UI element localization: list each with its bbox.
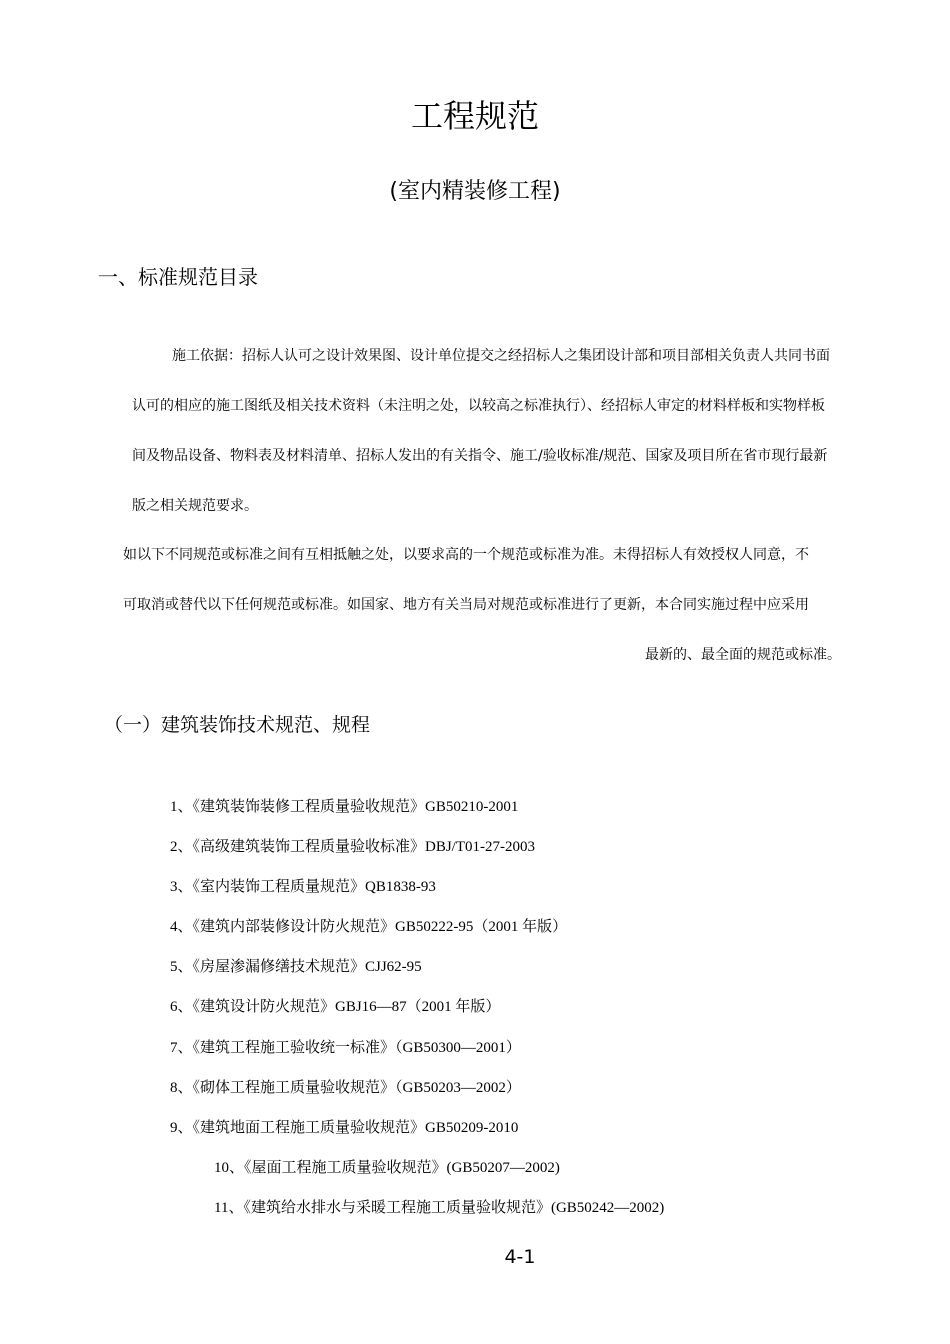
document-subtitle: (室内精装修工程)	[389, 179, 561, 204]
paragraph-line: 施工依据：招标人认可之设计效果图、设计单位提交之经招标人之集团设计部和项目部相关负责人共同书面	[172, 348, 830, 364]
list-item: 3、《室内装饰工程质量规范》QB1838-93	[170, 879, 436, 895]
section-heading: 一、标准规范目录	[98, 265, 258, 289]
list-item: 5、《房屋渗漏修缮技术规范》CJJ62-95	[170, 959, 422, 975]
paragraph-line: 间及物品设备、物料表及材料清单、招标人发出的有关指令、施工/验收标准/规范、国家及项目所在省市现行最新	[132, 448, 828, 464]
paragraph-line: 认可的相应的施工图纸及相关技术资料（未注明之处，以较高之标准执行）、经招标人审定的材料样板和实物样板	[132, 398, 825, 414]
subsection-heading: （一）建筑装饰技术规范、规程	[104, 714, 371, 736]
list-item: 8、《砌体工程施工质量验收规范》（GB50203—2002）	[170, 1080, 521, 1096]
list-item: 2、《高级建筑装饰工程质量验收标准》DBJ/T01-27-2003	[170, 839, 535, 855]
paragraph-line: 可取消或替代以下任何规范或标准。如国家、地方有关当局对规范或标准进行了更新，本合同实施过程中应采用	[123, 597, 809, 613]
page-number: 4-1	[504, 1246, 536, 1268]
document-title: 工程规范	[410, 97, 539, 135]
paragraph-line: 版之相关规范要求。	[132, 498, 258, 514]
list-item: 4、《建筑内部装修设计防火规范》GB50222-95（2001 年版）	[170, 919, 568, 935]
list-item: 7、《建筑工程施工验收统一标准》（GB50300—2001）	[170, 1040, 521, 1056]
list-item: 10、《屋面工程施工质量验收规范》(GB50207—2002)	[214, 1160, 560, 1176]
list-item: 6、《建筑设计防火规范》GBJ16—87（2001 年版）	[170, 999, 501, 1015]
list-item: 9、《建筑地面工程施工质量验收规范》GB50209-2010	[170, 1120, 519, 1136]
paragraph-line: 如以下不同规范或标准之间有互相抵触之处，以要求高的一个规范或标准为准。未得招标人有效授权人同意，不	[123, 547, 809, 563]
list-item: 11、《建筑给水排水与采暖工程施工质量验收规范》(GB50242—2002)	[214, 1200, 665, 1216]
paragraph-line: 最新的、最全面的规范或标准。	[645, 647, 841, 663]
list-item: 1、《建筑装饰装修工程质量验收规范》GB50210-2001	[170, 799, 519, 815]
